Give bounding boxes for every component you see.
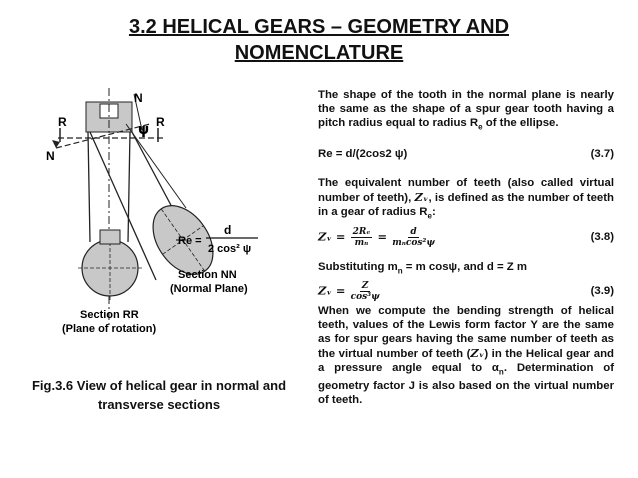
equation-3-7-body: Re = d/(2cos2 ψ) <box>318 148 408 161</box>
label-psi: ψ <box>138 122 150 138</box>
re-label: Re = <box>178 235 202 247</box>
re-denominator: 2 cos² ψ <box>208 243 252 255</box>
re-numerator: d <box>224 223 232 237</box>
figure-caption <box>28 376 290 414</box>
label-r-left: R <box>58 115 67 129</box>
caption-line-2: transverse sections <box>97 397 221 412</box>
paragraph-normal-plane: The shape of the tooth in the normal plane is nearly the same as the shape of a spur gear tooth having a pitch radius equal to radius $R_e$ of the ellipse. <box>318 89 614 132</box>
equation-3-8: Zᵥ = $\frac{\text{2Rₑ}}{\text{mₙ}}$ = $\frac{d}{\text{mₙcos²ψ}}$ (3.8) <box>318 226 614 248</box>
title-line-2: NOMENCLATURE <box>234 42 404 64</box>
section-rr-label: Section RR <box>80 309 139 321</box>
paragraph-virtual-teeth: The equivalent number of teeth (also called virtual number of teeth), Zᵥ, is defined as the number of teeth in a gear of radius $R_e$: <box>318 177 615 221</box>
label-n-top: N <box>134 91 143 105</box>
body-text <box>318 88 614 407</box>
equation-3-9 <box>318 281 614 302</box>
helix-line-5 <box>126 124 186 208</box>
helix-line-1 <box>88 132 90 242</box>
equation-3-9-number: (3.9) <box>590 285 614 298</box>
equation-3-9-lhs: Zᵥ = <box>318 283 346 298</box>
caption-line-1: Fig.3.6 View of helical gear in normal and <box>31 378 287 393</box>
equation-3-7-number: (3.7) <box>590 148 614 161</box>
label-r-right: R <box>156 115 165 129</box>
section-nn-sublabel: (Normal Plane) <box>170 283 248 295</box>
section-rr-sublabel: (Plane of rotation) <box>62 323 157 335</box>
page-title <box>0 14 638 66</box>
label-n-left: N <box>46 149 55 163</box>
section-nn-label: Section NN <box>178 269 237 281</box>
equation-3-8-number: (3.8) <box>590 231 614 244</box>
equation-3-9-fraction: $\frac{Z}{\text{cos³ψ}}$ <box>350 280 380 302</box>
paragraph-substituting: Substituting $m_n = m$ cosψ, and d = Z m <box>318 260 528 275</box>
title-line-1: 3.2 HELICAL GEARS – GEOMETRY AND <box>128 16 510 38</box>
helix-line-2 <box>128 132 130 242</box>
equation-3-7 <box>318 147 614 161</box>
equation-3-8-fraction-2: $\frac{d}{\text{mₙcos²ψ}}$ <box>392 226 435 248</box>
paragraph-bending-strength: When we compute the bending strength of helical teeth, values of the Lewis form factor Y are the same as for spur gears having the same number of teeth as the virtual number of teeth (Zᵥ) in the Helical gear and a pressure angle equal to $\alpha_n$. Determination of geometry factor J is also based on the virtual number of teeth. <box>318 304 614 407</box>
gear-bottom <box>100 230 120 244</box>
helical-gear-figure <box>38 80 306 350</box>
equation-3-8-lhs: Zᵥ = <box>318 229 346 244</box>
equation-3-8-fraction-1: $\frac{\text{2Rₑ}}{\text{mₙ}}$ <box>352 226 371 248</box>
